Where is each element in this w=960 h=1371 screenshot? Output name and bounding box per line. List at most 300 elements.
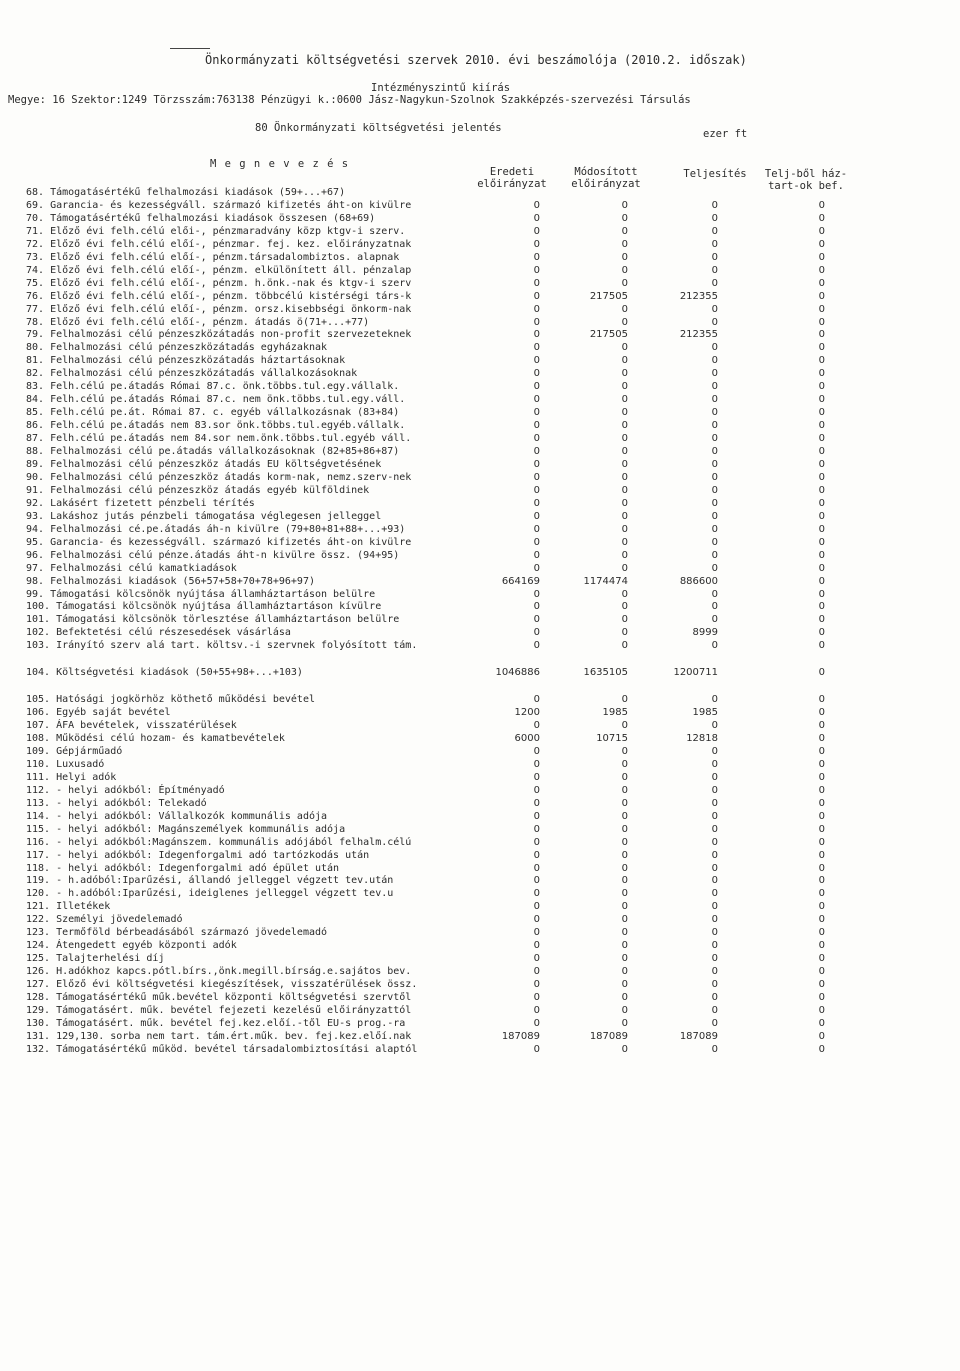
row-value-c3: 0: [711, 784, 718, 796]
row-value-c1: 0: [533, 381, 540, 393]
table-row: [0, 1043, 960, 1056]
row-value-c4: 0: [818, 497, 825, 509]
row-label: 128. Támogatásértékű műk.bevétel központi költségvetési szervtől: [26, 992, 412, 1003]
row-value-c3: 0: [711, 849, 718, 861]
row-value-c2: 217505: [589, 290, 628, 302]
row-label: 78. Előző évi felh.célú előí-, pénzm. átadás ö(71+...+77): [26, 316, 370, 328]
row-label: 106. Egyéb saját bevétel: [26, 707, 171, 719]
row-value-c4: 0: [818, 667, 825, 679]
row-value-c1: 0: [533, 588, 540, 600]
row-value-c1: 0: [533, 433, 540, 444]
table-row: [0, 393, 960, 406]
row-label: 102. Befektetési célú részesedések vásárlása: [26, 627, 291, 639]
row-value-c4: 0: [818, 277, 825, 289]
row-value-c3: 0: [711, 588, 718, 600]
table-row: [0, 784, 960, 797]
row-value-c1: 0: [533, 562, 540, 574]
row-value-c1: 0: [533, 277, 540, 289]
row-value-c3: 0: [711, 355, 718, 367]
row-value-c4: 0: [818, 588, 825, 600]
row-value-c2: 0: [621, 238, 628, 250]
row-value-c4: 0: [818, 640, 825, 652]
row-value-c2: 0: [621, 277, 628, 289]
row-label: 91. Felhalmozási célú pénzeszköz átadás egyéb külföldinek: [26, 484, 370, 496]
row-value-c2: 0: [621, 212, 628, 224]
row-value-c1: 0: [533, 614, 540, 626]
row-value-c2: 0: [621, 381, 628, 393]
row-value-c4: 0: [818, 720, 825, 731]
entity-info-line: Megye: 16 Szektor:1249 Törzsszám:763138 Pénzügyi k.:0600 Jász-Nagykun-Szolnok Szakképzés-szervezési Társulás: [8, 94, 691, 106]
row-value-c4: 0: [818, 251, 825, 263]
row-label: 72. Előző évi felh.célú előí-, pénzmar. fej. kez. előirányzatnak: [26, 238, 412, 250]
row-value-c3: 187089: [679, 1030, 718, 1042]
row-value-c4: 0: [818, 303, 825, 315]
row-value-c2: 0: [621, 458, 628, 470]
row-value-c4: 0: [818, 355, 825, 367]
row-value-c2: 0: [621, 549, 628, 561]
row-value-c2: 0: [621, 1004, 628, 1016]
row-value-c1: 0: [533, 627, 540, 639]
row-value-c3: 0: [711, 433, 718, 444]
row-value-c2: 0: [621, 368, 628, 380]
table-row: [0, 1030, 960, 1043]
row-value-c4: 0: [818, 549, 825, 561]
row-label: 111. Helyi adók: [26, 771, 117, 783]
table-row: [0, 432, 960, 445]
row-label: 88. Felhalmozási célú pe.átadás vállalkozásoknak (82+85+86+87): [26, 446, 400, 457]
column-header-household: Telj-ből ház-tart-ok bef.: [764, 168, 848, 192]
row-value-c4: 0: [818, 212, 825, 224]
table-row: [0, 913, 960, 926]
table-row: [0, 380, 960, 393]
row-value-c1: 0: [533, 1004, 540, 1016]
row-value-c3: 0: [711, 381, 718, 393]
row-value-c4: 0: [818, 914, 825, 926]
row-value-c3: 0: [711, 471, 718, 483]
row-value-c2: 0: [621, 562, 628, 574]
table-row: [0, 484, 960, 497]
row-value-c3: 0: [711, 640, 718, 652]
row-value-c4: 0: [818, 979, 825, 990]
row-value-c3: 0: [711, 407, 718, 419]
row-value-c3: 0: [711, 238, 718, 250]
row-value-c3: 0: [711, 303, 718, 315]
row-value-c3: 0: [711, 953, 718, 965]
table-row: [0, 1017, 960, 1030]
row-value-c4: 0: [818, 797, 825, 809]
row-value-c4: 0: [818, 484, 825, 496]
row-value-c1: 0: [533, 601, 540, 613]
row-value-c1: 0: [533, 225, 540, 237]
table-row: [0, 874, 960, 887]
row-value-c4: 0: [818, 523, 825, 535]
table-row: [0, 991, 960, 1004]
row-value-c4: 0: [818, 394, 825, 406]
table-row: [0, 887, 960, 900]
row-value-c1: 187089: [501, 1030, 540, 1042]
row-value-c1: 0: [533, 875, 540, 887]
row-value-c2: 0: [621, 601, 628, 613]
row-value-c1: 0: [533, 407, 540, 419]
row-value-c4: 0: [818, 940, 825, 952]
row-value-c1: 0: [533, 199, 540, 211]
table-row: [0, 926, 960, 939]
row-value-c1: 0: [533, 329, 540, 341]
row-value-c2: 0: [621, 745, 628, 757]
row-value-c3: 0: [711, 979, 718, 990]
row-value-c2: 0: [621, 927, 628, 939]
row-label: 76. Előző évi felh.célú előí-, pénzm. többcélú kistérségi társ-k: [26, 290, 412, 302]
table-row: [0, 251, 960, 264]
row-value-c1: 0: [533, 238, 540, 250]
table-row: [0, 666, 960, 679]
row-value-c4: 0: [818, 771, 825, 783]
row-label: 77. Előző évi felh.célú előí-, pénzm. orsz.kisebbségi önkorm-nak: [26, 303, 412, 315]
column-header-name: M e g n e v e z é s: [210, 158, 350, 170]
row-value-c1: 0: [533, 497, 540, 509]
header-rule: [170, 48, 210, 49]
row-value-c3: 0: [711, 992, 718, 1003]
row-value-c3: 0: [711, 225, 718, 237]
row-value-c4: 0: [818, 1043, 825, 1055]
row-value-c4: 0: [818, 1017, 825, 1029]
row-value-c1: 0: [533, 1017, 540, 1029]
row-label: 126. H.adókhoz kapcs.pótl.bírs.,önk.megill.bírság.e.sajátos bev.: [26, 966, 412, 978]
table-row: [0, 303, 960, 316]
row-value-c3: 0: [711, 758, 718, 770]
row-value-c2: 0: [621, 342, 628, 354]
row-value-c1: 0: [533, 316, 540, 328]
row-value-c1: 0: [533, 549, 540, 561]
row-value-c4: 0: [818, 199, 825, 211]
row-value-c1: 0: [533, 836, 540, 848]
row-label: 83. Felh.célú pe.átadás Római 87.c. önk.többs.tul.egy.vállalk.: [26, 381, 400, 393]
table-row: [0, 354, 960, 367]
row-label: 125. Talajterhelési díj: [26, 953, 165, 965]
row-value-c1: 0: [533, 784, 540, 796]
row-value-c1: 0: [533, 290, 540, 302]
table-row: [0, 836, 960, 849]
row-value-c2: 0: [621, 771, 628, 783]
row-value-c4: 0: [818, 707, 825, 719]
column-header-performance: Teljesítés: [683, 168, 747, 180]
row-value-c4: 0: [818, 888, 825, 900]
row-label: 87. Felh.célú pe.átadás nem 84.sor nem.önk.többs.tul.egyéb váll.: [26, 433, 412, 444]
row-value-c1: 6000: [514, 733, 540, 744]
row-value-c4: 0: [818, 536, 825, 548]
row-value-c2: 0: [621, 914, 628, 926]
row-value-c4: 0: [818, 446, 825, 457]
table-row: [0, 965, 960, 978]
row-value-c3: 0: [711, 1017, 718, 1029]
row-value-c1: 0: [533, 771, 540, 783]
row-value-c1: 0: [533, 1043, 540, 1055]
row-value-c3: 0: [711, 888, 718, 900]
row-value-c1: 0: [533, 368, 540, 380]
row-value-c1: 0: [533, 992, 540, 1003]
column-header-modified: Módosított előirányzat: [571, 166, 641, 190]
table-row: [0, 810, 960, 823]
table-row: [0, 952, 960, 965]
row-value-c2: 0: [621, 303, 628, 315]
table-row: [0, 264, 960, 277]
row-value-c2: 0: [621, 888, 628, 900]
row-value-c4: 0: [818, 784, 825, 796]
row-value-c2: 0: [621, 862, 628, 874]
row-value-c2: 0: [621, 823, 628, 835]
row-value-c3: 0: [711, 316, 718, 328]
row-label: 129. Támogatásért. műk. bevétel fejezeti kezelésű előirányzattól: [26, 1004, 412, 1016]
row-value-c4: 0: [818, 875, 825, 887]
row-value-c1: 0: [533, 914, 540, 926]
row-value-c4: 0: [818, 953, 825, 965]
row-value-c1: 0: [533, 862, 540, 874]
row-value-c3: 0: [711, 277, 718, 289]
row-value-c4: 0: [818, 329, 825, 341]
row-value-c4: 0: [818, 381, 825, 393]
row-value-c3: 0: [711, 823, 718, 835]
row-value-c4: 0: [818, 849, 825, 861]
row-value-c3: 212355: [679, 329, 718, 341]
row-value-c1: 0: [533, 640, 540, 652]
row-value-c3: 0: [711, 771, 718, 783]
row-value-c1: 0: [533, 927, 540, 939]
row-label: 98. Felhalmozási kiadások (56+57+58+70+78+96+97): [26, 575, 315, 587]
row-value-c4: 0: [818, 510, 825, 522]
row-value-c4: 0: [818, 238, 825, 250]
row-value-c4: 0: [818, 966, 825, 978]
row-value-c3: 0: [711, 264, 718, 276]
row-value-c1: 0: [533, 510, 540, 522]
row-value-c2: 0: [621, 953, 628, 965]
table-row: [0, 639, 960, 652]
table-row: [0, 238, 960, 251]
row-value-c3: 0: [711, 927, 718, 939]
row-value-c2: 0: [621, 694, 628, 706]
row-value-c2: 0: [621, 588, 628, 600]
row-value-c2: 0: [621, 640, 628, 652]
row-value-c2: 0: [621, 1043, 628, 1055]
row-label: 100. Támogatási kölcsönök nyújtása államháztartáson kívülre: [26, 601, 382, 613]
row-value-c3: 0: [711, 446, 718, 457]
row-value-c1: 0: [533, 303, 540, 315]
row-label: 97. Felhalmozási célú kamatkiadások: [26, 562, 237, 574]
table-row: [0, 626, 960, 639]
row-label: 131. 129,130. sorba nem tart. tám.ért.műk. bev. fej.kez.előí.nak: [26, 1030, 412, 1042]
row-value-c2: 0: [621, 264, 628, 276]
row-label: 122. Személyi jövedelemadó: [26, 914, 183, 926]
row-value-c4: 0: [818, 290, 825, 302]
unit-label: ezer ft: [703, 128, 748, 140]
row-label: 96. Felhalmozási célú pénze.átadás áht-n kivülre össz. (94+95): [26, 549, 400, 561]
row-value-c3: 0: [711, 368, 718, 380]
row-value-c3: 0: [711, 836, 718, 848]
row-value-c1: 0: [533, 446, 540, 457]
table-row: [0, 758, 960, 771]
row-value-c3: 0: [711, 420, 718, 432]
row-label: 112. - helyi adókból: Építményadó: [26, 784, 225, 796]
row-value-c1: 0: [533, 966, 540, 978]
table-row: [0, 745, 960, 758]
table-row: [0, 706, 960, 719]
row-value-c2: 0: [621, 875, 628, 887]
row-value-c1: 0: [533, 458, 540, 470]
row-label: 127. Előző évi költségvetési kiegészítések, visszatérülések össz.: [26, 979, 418, 990]
row-value-c3: 0: [711, 497, 718, 509]
row-label: 107. ÁFA bevételek, visszatérülések: [26, 720, 237, 731]
row-value-c4: 0: [818, 927, 825, 939]
row-value-c4: 0: [818, 562, 825, 574]
row-value-c2: 0: [621, 614, 628, 626]
table-row: [0, 732, 960, 745]
row-value-c1: 0: [533, 849, 540, 861]
document-title: Önkormányzati költségvetési szervek 2010. évi beszámolója (2010.2. időszak): [205, 53, 747, 67]
row-value-c2: 0: [621, 497, 628, 509]
row-value-c4: 0: [818, 1030, 825, 1042]
row-label: 95. Garancia- és kezességváll. származó kifizetés áht-on kivülre: [26, 536, 412, 548]
row-value-c2: 0: [621, 316, 628, 328]
row-value-c2: 0: [621, 797, 628, 809]
row-label: 75. Előző évi felh.célú előí-, pénzm. h.önk.-nak és ktgv-i szerv: [26, 277, 412, 289]
row-value-c1: 0: [533, 251, 540, 263]
row-value-c3: 0: [711, 1043, 718, 1055]
row-value-c4: 0: [818, 407, 825, 419]
row-value-c4: 0: [818, 368, 825, 380]
row-label: 113. - helyi adókból: Telekadó: [26, 797, 207, 809]
row-value-c2: 0: [621, 536, 628, 548]
row-value-c3: 886600: [679, 575, 718, 587]
row-label: 90. Felhalmozási célú pénzeszköz átadás korm-nak, nemz.szerv-nek: [26, 471, 412, 483]
row-value-c4: 0: [818, 614, 825, 626]
row-label: 120. - h.adóból:Iparűzési, ideiglenes jelleggel végzett tev.u: [26, 888, 394, 900]
row-value-c3: 0: [711, 458, 718, 470]
row-value-c4: 0: [818, 862, 825, 874]
row-value-c3: 0: [711, 694, 718, 706]
row-value-c3: 0: [711, 601, 718, 613]
table-row: [0, 939, 960, 952]
row-value-c4: 0: [818, 836, 825, 848]
row-value-c3: 0: [711, 536, 718, 548]
row-value-c1: 0: [533, 823, 540, 835]
row-value-c4: 0: [818, 458, 825, 470]
row-value-c3: 0: [711, 510, 718, 522]
row-label: 123. Termőföld bérbeadásából származó jövedelemadó: [26, 927, 328, 939]
table-row: [0, 510, 960, 523]
row-value-c1: 664169: [501, 575, 540, 587]
row-label: 117. - helyi adókból: Idegenforgalmi adó tartózkodás után: [26, 849, 370, 861]
row-value-c3: 0: [711, 862, 718, 874]
row-label: 84. Felh.célú pe.átadás Római 87.c. nem önk.többs.tul.egy.váll.: [26, 394, 406, 406]
row-value-c2: 0: [621, 1017, 628, 1029]
row-value-c2: 0: [621, 433, 628, 444]
row-label: 80. Felhalmozási célú pénzeszközátadás egyházaknak: [26, 342, 328, 354]
row-label: 92. Lakásért fizetett pénzbeli térítés: [26, 497, 255, 509]
table-row: [0, 328, 960, 341]
row-value-c1: 0: [533, 394, 540, 406]
row-label: 110. Luxusadó: [26, 758, 105, 770]
table-row: [0, 471, 960, 484]
row-label: 132. Támogatásértékű működ. bevétel társadalombiztosítási alaptól: [26, 1043, 418, 1055]
row-value-c3: 0: [711, 745, 718, 757]
table-row: [0, 277, 960, 290]
row-value-c2: 0: [621, 992, 628, 1003]
row-label: 103. Irányító szerv alá tart. költsv.-i szervnek folyósított tám.: [26, 640, 418, 652]
row-value-c2: 0: [621, 758, 628, 770]
row-value-c2: 0: [621, 784, 628, 796]
row-value-c1: 0: [533, 420, 540, 432]
row-label: 121. Illetékek: [26, 901, 111, 913]
row-value-c3: 1200711: [673, 667, 718, 679]
table-row: [0, 823, 960, 836]
row-value-c1: 1046886: [495, 667, 540, 679]
row-value-c2: 0: [621, 510, 628, 522]
row-value-c1: 0: [533, 810, 540, 822]
row-value-c2: 1635105: [583, 667, 628, 679]
row-value-c2: 0: [621, 446, 628, 457]
row-value-c2: 10715: [596, 733, 628, 744]
row-value-c4: 0: [818, 225, 825, 237]
table-row: [0, 290, 960, 303]
row-value-c4: 0: [818, 823, 825, 835]
row-label: 108. Működési célú hozam- és kamatbevételek: [26, 733, 285, 744]
row-value-c3: 0: [711, 940, 718, 952]
row-value-c3: 0: [711, 901, 718, 913]
row-label: 101. Támogatási kölcsönök törlesztése államháztartáson belülre: [26, 614, 400, 626]
row-value-c3: 0: [711, 484, 718, 496]
row-label: 130. Támogatásért. műk. bevétel fej.kez.előí.-től EU-s prog.-ra: [26, 1017, 406, 1029]
table-row: [0, 316, 960, 329]
row-value-c2: 0: [621, 720, 628, 731]
row-value-c3: 0: [711, 914, 718, 926]
row-value-c1: 0: [533, 212, 540, 224]
row-value-c4: 0: [818, 471, 825, 483]
table-row: [0, 549, 960, 562]
row-value-c3: 212355: [679, 290, 718, 302]
row-label: 104. Költségvetési kiadások (50+55+98+...+103): [26, 667, 303, 679]
row-value-c4: 0: [818, 433, 825, 444]
table-row: [0, 849, 960, 862]
row-value-c3: 0: [711, 394, 718, 406]
row-value-c3: 8999: [692, 627, 718, 639]
table-row: [0, 575, 960, 588]
row-value-c3: 0: [711, 523, 718, 535]
row-value-c2: 0: [621, 810, 628, 822]
row-label: 116. - helyi adókból:Magánszem. kommunális adójából felhalm.célú: [26, 836, 412, 848]
table-row: [0, 613, 960, 626]
row-value-c3: 1985: [692, 707, 718, 719]
row-value-c4: 0: [818, 810, 825, 822]
row-value-c1: 0: [533, 758, 540, 770]
row-value-c1: 0: [533, 888, 540, 900]
table-row: [0, 797, 960, 810]
row-value-c2: 0: [621, 627, 628, 639]
row-value-c3: 0: [711, 614, 718, 626]
row-value-c3: 12818: [686, 733, 718, 744]
row-label: 69. Garancia- és kezességváll. származó kifizetés áht-on kivülre: [26, 199, 412, 211]
table-row: [0, 212, 960, 225]
row-value-c2: 0: [621, 251, 628, 263]
row-value-c2: 217505: [589, 329, 628, 341]
row-value-c4: 0: [818, 342, 825, 354]
row-value-c4: 0: [818, 901, 825, 913]
row-value-c3: 0: [711, 549, 718, 561]
row-label: 85. Felh.célú pe.át. Római 87. c. egyéb vállalkozásnak (83+84): [26, 407, 400, 419]
row-value-c3: 0: [711, 1004, 718, 1016]
row-value-c1: 0: [533, 797, 540, 809]
row-value-c3: 0: [711, 562, 718, 574]
row-label: 105. Hatósági jogkörhöz köthető működési bevétel: [26, 694, 315, 706]
row-label: 82. Felhalmozási célú pénzeszközátadás vállalkozásoknak: [26, 368, 358, 380]
